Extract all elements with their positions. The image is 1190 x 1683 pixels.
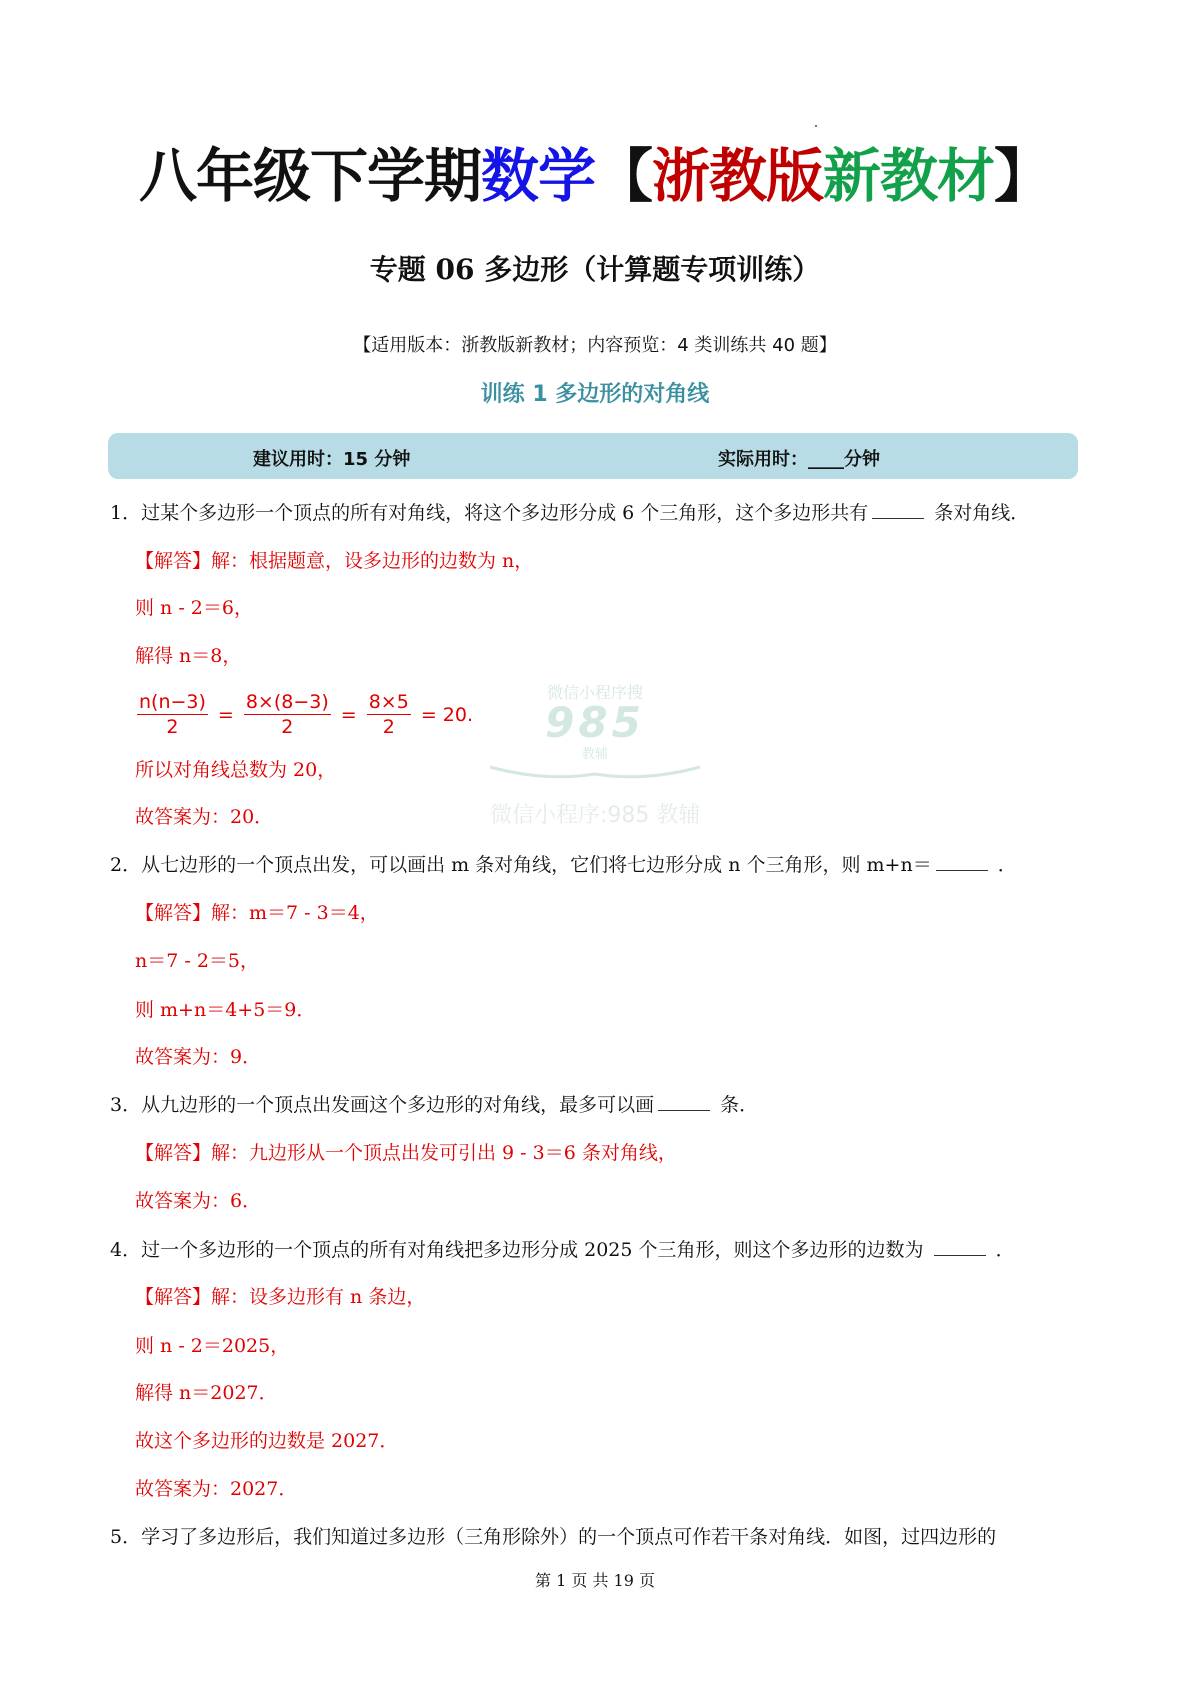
answer-line: 解得 n＝8， — [135, 645, 242, 667]
answer-blank — [658, 1092, 710, 1111]
question-4 — [110, 1237, 1015, 1263]
answer-line: 故答案为：9． — [135, 1046, 262, 1068]
answer-line: 则 n - 2＝6， — [135, 597, 253, 619]
watermark-logo — [480, 680, 710, 786]
answer-blank — [936, 852, 988, 871]
answer-line: 【解答】解：根据题意，设多边形的边数为 n， — [135, 550, 534, 572]
section-title: 训练 1 多边形的对角线 — [480, 382, 710, 407]
answer-line: 【解答】解：m＝7 - 3＝4， — [135, 902, 379, 924]
scope-note: 【适用版本：浙教版新教材；内容预览：4 类训练共 40 题】 — [353, 335, 837, 356]
question-text: 4．过一个多边形的一个顶点的所有对角线把多边形分成 2025 个三角形，则这个多边形的边数为 — [110, 1239, 930, 1261]
question-text: 1．过某个多边形一个顶点的所有对角线，将这个多边形分成 6 个三角形，这个多边形共有 — [110, 502, 869, 524]
question-text: 2．从七边形的一个顶点出发，可以画出 m 条对角线，它们将七边形分成 n 个三角形，则 m+n＝ — [110, 854, 932, 876]
actual-time: 实际用时：____分钟 — [718, 449, 880, 470]
question-1 — [110, 500, 1029, 526]
title-part-edition: 浙教版 — [652, 142, 824, 210]
watermark-985: 985 — [545, 698, 645, 747]
answer-line: 故答案为：6． — [135, 1190, 262, 1212]
answer-line: 则 m+n＝4+5＝9． — [135, 999, 316, 1021]
answer-line: 则 n - 2＝2025， — [135, 1335, 290, 1357]
title-part-subject: 数学 — [480, 142, 595, 210]
suggested-time: 建议用时：15 分钟 — [253, 449, 411, 470]
question-text-end: 条． — [714, 1094, 759, 1116]
answer-line: 【解答】解：九边形从一个顶点出发可引出 9 - 3＝6 条对角线， — [135, 1142, 677, 1164]
question-text-end: ． — [991, 854, 1017, 876]
answer-line: 故答案为：20． — [135, 806, 274, 828]
answer-line: 故这个多边形的边数是 2027． — [135, 1430, 399, 1452]
title-bracket-close: 】 — [994, 142, 1052, 210]
question-text: 3．从九边形的一个顶点出发画这个多边形的对角线，最多可以画 — [110, 1094, 655, 1116]
answer-blank — [934, 1237, 986, 1256]
fraction-2: $\frac{8\times(8-3)}{2}$ — [245, 691, 329, 738]
question-5 — [110, 1524, 996, 1550]
title-part-new-textbook: 新教材 — [823, 142, 995, 210]
watermark-line3: 教辅 — [581, 747, 608, 762]
time-box — [108, 433, 1078, 479]
question-2 — [110, 852, 1017, 878]
watermark-line1: 微信小程序搜 — [546, 683, 643, 702]
equation-result: = 20. — [420, 703, 473, 726]
stray-dot — [815, 125, 817, 127]
answer-line: 解得 n＝2027． — [135, 1382, 278, 1404]
title-bracket-open: 【 — [594, 142, 652, 210]
book-icon — [485, 762, 705, 782]
fraction-1: $\frac{n(n-3)}{2}$ — [139, 691, 206, 738]
answer-blank — [872, 500, 924, 519]
question-text: 5．学习了多边形后，我们知道过多边形（三角形除外）的一个顶点可作若干条对角线．如图，过四边形的 — [110, 1526, 997, 1548]
question-text-end: 条对角线． — [928, 502, 1030, 524]
fraction-3: $\frac{8\times 5}{2}$ — [368, 691, 409, 738]
page-footer: 第 1 页 共 19 页 — [535, 1571, 655, 1590]
question-3 — [110, 1092, 758, 1118]
question-text-end: ． — [989, 1239, 1015, 1261]
title-part-grade: 八年级下学期 — [138, 142, 481, 210]
fraction-equation: $\frac{n(n-3)}{2}$ = $\frac{8\times(8-3)}{2}$ = $\frac{8\times 5}{2}$ = 20. — [139, 691, 473, 738]
answer-line: 所以对角线总数为 20， — [135, 759, 337, 781]
watermark-text: 微信小程序:985 教辅 — [490, 803, 701, 828]
answer-line: 故答案为：2027． — [135, 1478, 298, 1500]
answer-line: n＝7 - 2＝5， — [135, 950, 260, 972]
answer-line: 【解答】解：设多边形有 n 条边， — [135, 1286, 426, 1308]
topic-subtitle: 专题 06 多边形（计算题专项训练） — [369, 253, 821, 286]
document-title — [0, 140, 1190, 212]
